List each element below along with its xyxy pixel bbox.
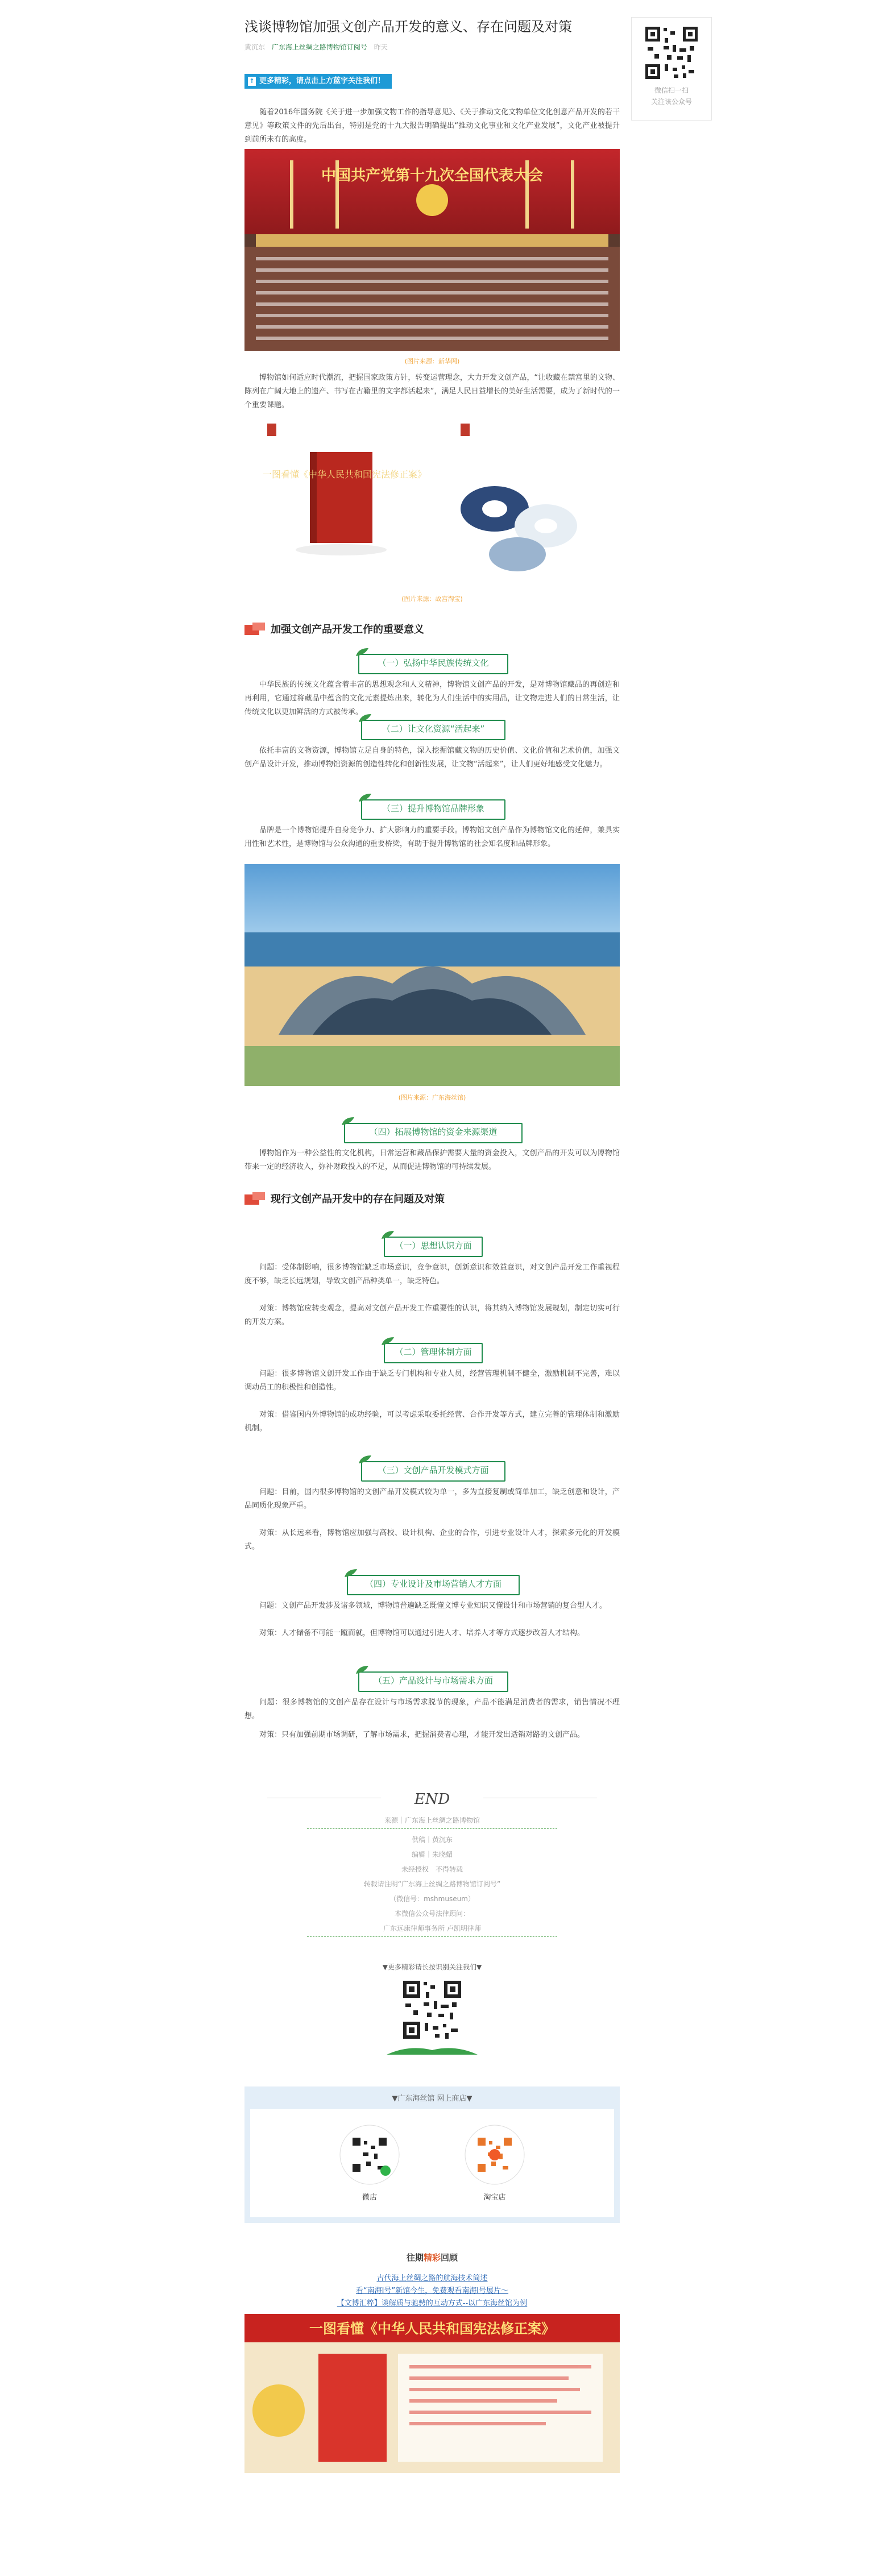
sub-heading-2-5 xyxy=(358,1671,508,1692)
sub-heading-2-3-text: （三）文创产品开发模式方面 xyxy=(378,1465,489,1475)
constitution-poster[interactable] xyxy=(244,2314,620,2473)
congress-image xyxy=(244,149,620,351)
sub-heading-1-2-text: （二）让文化资源“活起来” xyxy=(382,724,485,734)
sub-heading-1-1 xyxy=(358,654,508,674)
problem-2-3: 问题：目前，国内很多博物馆的文创产品开发模式较为单一，多为直接复制或简单加工，缺乏创意和设计，产品同质化现象严重。 xyxy=(244,1488,620,1510)
sub-heading-1-2 xyxy=(361,720,505,740)
sub-heading-2-1 xyxy=(384,1237,483,1257)
intro-paragraph: 随着2016年国务院《关于进一步加强文物工作的指导意见》、《关于推动文化文物单位文化创意产品开发的若干意见》等政策文件的先后出台，特别是党的十九大报告明确提出“推动文化事业和文化产业发展”，文化产业被提升到前所未有的高度。 xyxy=(244,108,620,144)
credit-line: 广东远康律师事务所 卢凯明律师 xyxy=(383,1924,481,1932)
related-link-3[interactable]: 【文博汇粹】谈解质与驰骋的互动方式--以广东海丝馆为例 xyxy=(337,2299,528,2308)
book-title: 一图看懂《中华人民共和国宪法修正案》 xyxy=(262,469,427,480)
taobao-label: 淘宝店 xyxy=(483,2193,506,2202)
arrow-up-icon: ↑ xyxy=(248,77,256,86)
section1-heading-text: 加强文创产品开发工作的重要意义 xyxy=(271,624,424,636)
problem-2-5: 问题：很多博物馆的文创产品存在设计与市场需求脱节的现象，产品不能满足消费者的需求，销售情况不理想。 xyxy=(244,1698,620,1720)
follow-banner[interactable] xyxy=(244,74,392,89)
sub-heading-2-1-text: （一）思想认识方面 xyxy=(395,1241,472,1251)
products-image xyxy=(244,418,620,588)
leaf-icon xyxy=(343,1568,358,1578)
article xyxy=(244,0,620,2576)
leaf-icon xyxy=(380,1230,395,1240)
solution-2-5: 对策：只有加强前期市场调研，了解市场需求，把握消费者心理，才能开发出适销对路的文创产品。 xyxy=(259,1731,585,1739)
congress-photo[interactable] xyxy=(244,149,620,351)
qr-code-icon xyxy=(644,26,699,80)
related-link-1[interactable]: 古代海上丝绸之路的航海技术简述 xyxy=(376,2274,488,2283)
credit-line: 来源｜广东海上丝绸之路博物馆 xyxy=(384,1816,480,1824)
leaf-icon xyxy=(358,793,372,803)
sub-heading-2-3 xyxy=(361,1461,505,1482)
recommend-heading xyxy=(244,2251,620,2263)
qr-caption-line1: 微信扫一扫 xyxy=(654,86,689,94)
solution-2-1: 对策：博物馆应转变观念，提高对文创产品开发工作重要性的认识，将其纳入博物馆发展规划，制定切实可行的开发方案。 xyxy=(244,1304,620,1326)
credit-line: （微信号：mshmuseum） xyxy=(389,1895,475,1903)
congress-banner-text: 中国共产党第十九次全国代表大会 xyxy=(321,167,544,184)
follow-qr-code[interactable] xyxy=(401,1978,463,2041)
sub-heading-1-4-text: （四）拓展博物馆的资金来源渠道 xyxy=(369,1127,498,1137)
problem-2-2: 问题：很多博物馆文创开发工作由于缺乏专门机构和专业人员，经营管理机制不健全，激励机制不完善，难以调动员工的积极性和创造性。 xyxy=(244,1370,620,1392)
sub-heading-1-4 xyxy=(344,1123,523,1143)
photo3-caption: (图片来源：广东海丝馆) xyxy=(398,1094,466,1101)
section-heading-icon xyxy=(244,1192,266,1206)
article-meta xyxy=(244,42,388,52)
section2-heading-text: 现行文创产品开发中的存在问题及对策 xyxy=(271,1193,445,1205)
author-name: 黄沉东 xyxy=(244,43,266,51)
photo2-caption: (图片来源：故宫淘宝) xyxy=(401,595,463,603)
taobao-qr[interactable] xyxy=(461,2121,529,2202)
sub-heading-1-3-text: （三）提升博物馆品牌形象 xyxy=(382,803,484,814)
credit-line: 编辑｜朱晓媚 xyxy=(411,1851,453,1859)
end-word: END xyxy=(414,1791,450,1808)
leaf-icon xyxy=(355,647,370,657)
sub-heading-1-1-text: （一）弘扬中华民族传统文化 xyxy=(378,658,489,668)
solution-2-4: 对策：人才储备不可能一蹴而就，但博物馆可以通过引进人才、培养人才等方式逐步改善人才结构。 xyxy=(259,1629,585,1637)
weidian-qr-icon xyxy=(335,2121,404,2189)
poster-title: 一图看懂《中华人民共和国宪法修正案》 xyxy=(309,2321,555,2337)
qr-code-icon xyxy=(401,1978,463,2041)
museum-building-photo[interactable] xyxy=(244,864,620,1086)
grass-decoration-icon xyxy=(387,2042,478,2055)
weidian-label: 微店 xyxy=(362,2193,377,2202)
follow-banner-text: 更多精彩，请点击上方蓝字关注我们！ xyxy=(259,77,386,85)
palace-logo-icon xyxy=(267,424,276,436)
palace-logo-icon xyxy=(461,424,470,436)
leaf-icon xyxy=(355,1665,370,1675)
credit-line: 转载请注明“广东海上丝绸之路博物馆订阅号” xyxy=(363,1880,501,1888)
sub1-1-paragraph: 中华民族的传统文化蕴含着丰富的思想观念和人文精神，博物馆文创产品的开发，是对博物馆藏品的再创造和再利用，它通过将藏品中蕴含的文化元素提炼出来，转化为人们生活中的实用品，让文物走进人们的日常生活，让传统文化以更加鲜活的方式被传承。 xyxy=(244,681,620,716)
publish-date: 昨天 xyxy=(374,43,388,51)
problem-2-4: 问题：文创产品开发涉及诸多领域，博物馆普遍缺乏既懂文博专业知识又懂设计和市场营销的复合型人才。 xyxy=(259,1602,607,1610)
credit-line: 供稿｜黄沉东 xyxy=(411,1836,453,1844)
account-link[interactable]: 广东海上丝绸之路博物馆订阅号 xyxy=(271,43,367,51)
shop-panel-inner xyxy=(250,2109,614,2217)
museum-building-image xyxy=(244,864,620,1086)
sub1-3-paragraph: 品牌是一个博物馆提升自身竞争力、扩大影响力的重要手段。博物馆文创产品作为博物馆文化的延伸，兼具实用性和艺术性，是博物馆与公众沟通的重要桥梁，有助于提升博物馆的社会知名度和品牌形象。 xyxy=(244,826,620,848)
leaf-icon xyxy=(358,713,372,723)
weidian-qr[interactable] xyxy=(335,2121,404,2202)
sub1-4-paragraph: 博物馆作为一种公益性的文化机构，日常运营和藏品保护需要大量的资金投入，文创产品的开发可以为博物馆带来一定的经济收入，弥补财政投入的不足，从而促进博物馆的可持续发展。 xyxy=(244,1149,620,1171)
follow-qr-box[interactable] xyxy=(631,17,712,121)
section-heading-icon xyxy=(244,623,266,636)
credit-line: 本微信公众号法律顾问： xyxy=(394,1910,470,1918)
leaf-icon xyxy=(380,1336,395,1346)
sub-heading-2-5-text: （五）产品设计与市场需求方面 xyxy=(373,1675,493,1686)
sub-heading-2-4 xyxy=(347,1575,520,1595)
sub-heading-2-2 xyxy=(384,1343,483,1363)
follow-prompt: ▼更多精彩请长按识别关注我们▼ xyxy=(382,1963,482,1971)
credit-line: 未经授权 不得转载 xyxy=(401,1865,463,1873)
photo1-caption: (图片来源：新华网) xyxy=(404,358,460,365)
leaf-icon xyxy=(358,1454,372,1465)
sub-heading-2-4-text: （四）专业设计及市场营销人才方面 xyxy=(364,1579,501,1589)
museum-paragraph: 博物馆如何适应时代潮流，把握国家政策方针，转变运营理念，大力开发文创产品，“让收藏在禁宫里的文物、陈列在广阔大地上的遗产、书写在古籍里的文字都活起来”，满足人民日益增长的美好生活需要，成为了新时代的一个重要课题。 xyxy=(244,374,620,409)
credit-divider xyxy=(307,1828,557,1830)
sub1-2-paragraph: 依托丰富的文物资源，博物馆立足自身的特色，深入挖掘馆藏文物的历史价值、文化价值和艺术价值，加强文创产品设计开发，推动博物馆资源的创造性转化和创新性发展，让文物“活起来”，让人们更好地感受文化魅力。 xyxy=(244,746,620,769)
sub-heading-1-3 xyxy=(361,799,505,820)
constitution-poster-image xyxy=(244,2314,620,2473)
qr-caption-line2: 关注该公众号 xyxy=(650,98,692,106)
qr-caption xyxy=(632,85,711,107)
leaf-icon xyxy=(341,1116,355,1126)
sub-heading-2-2-text: （二）管理体制方面 xyxy=(395,1347,472,1357)
shop-panel xyxy=(244,2086,620,2223)
products-photo[interactable] xyxy=(244,418,620,588)
solution-2-3: 对策：从长远来看，博物馆应加强与高校、设计机构、企业的合作，引进专业设计人才，探索多元化的开发模式。 xyxy=(244,1529,620,1551)
solution-2-2: 对策：借鉴国内外博物馆的成功经验，可以考虑采取委托经营、合作开发等方式，建立完善的管理体制和激励机制。 xyxy=(244,1411,620,1433)
recommend-prefix: 往期 xyxy=(406,2253,424,2263)
problem-2-1: 问题：受体制影响，很多博物馆缺乏市场意识，竞争意识，创新意识和效益意识，对文创产品开发工作重视程度不够，缺乏长远规划，导致文创产品种类单一，缺乏特色。 xyxy=(244,1263,620,1285)
recommend-suffix: 回顾 xyxy=(441,2253,458,2263)
taobao-qr-icon xyxy=(461,2121,529,2189)
shop-title: ▼广东海丝馆 网上商店▼ xyxy=(392,2094,472,2103)
article-title: 浅谈博物馆加强文创产品开发的意义、存在问题及对策 xyxy=(244,19,572,35)
credit-divider xyxy=(307,1936,557,1938)
related-link-2[interactable]: 看“南海Ⅰ号”新馆今生，免费观看南海Ⅰ号展片～ xyxy=(355,2287,509,2295)
recommend-highlight: 精彩 xyxy=(423,2253,441,2263)
